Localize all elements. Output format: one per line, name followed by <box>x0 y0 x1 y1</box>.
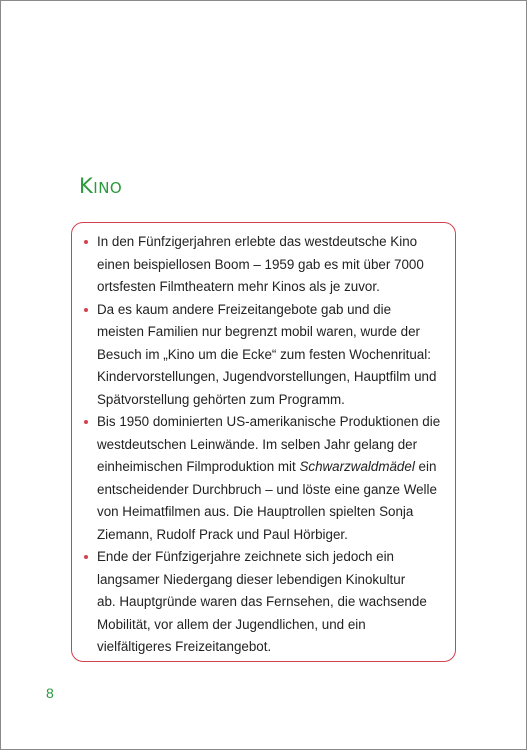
info-box <box>71 222 456 662</box>
bullet-dot-icon <box>84 555 88 559</box>
bullet-item <box>84 411 445 546</box>
text-line: entscheidender Durchbruch – und löste eine ganze Welle <box>97 481 437 497</box>
text-line: ortsfesten Filmtheatern mehr Kinos als je zuvor. <box>97 279 380 294</box>
text-line: Kindervorstellungen, Jugendvorstellungen, Hauptfilm und <box>97 369 437 384</box>
text-line: meisten Familien nur begrenzt mobil waren, wurde der <box>97 324 421 339</box>
text-line-with-title <box>97 456 445 479</box>
text-line: langsamer Niedergang dieser lebendigen Kinokultur <box>97 571 406 587</box>
text-line: Ende der Fünfzigerjahre zeichnete sich jedoch ein <box>97 549 395 564</box>
bullet-item <box>84 546 445 659</box>
text-line: Da es kaum andere Freizeitangebote gab und die <box>97 301 392 317</box>
text-line: westdeutschen Leinwände. Im selben Jahr gelang der <box>97 436 418 452</box>
text-line: ab. Hauptgründe waren das Fernsehen, die wachsende <box>97 594 427 609</box>
bullet-dot-icon <box>84 420 88 424</box>
text-line: Mobilität, vor allem der Jugendlichen, und ein <box>97 616 366 632</box>
bullet-dot-icon <box>84 240 88 244</box>
text-line: Ziemann, Rudolf Prack und Paul Hörbiger. <box>97 526 348 542</box>
text-segment: einheimischen Filmproduktion mit <box>97 459 300 474</box>
bullet-dot-icon <box>84 308 88 312</box>
text-line: Besuch im „Kino um die Ecke“ zum festen Wochenritual: <box>97 346 431 362</box>
text-line: vielfältigeres Freizeitangebot. <box>97 639 272 654</box>
text-line: Spätvorstellung gehörten zum Programm. <box>97 391 345 407</box>
text-segment: ein <box>414 459 437 474</box>
bullet-item <box>84 231 445 299</box>
text-line: In den Fünfzigerjahren erlebte das westdeutsche Kino <box>97 234 418 249</box>
text-line: Bis 1950 dominierten US-amerikanische Produktionen die <box>97 414 441 429</box>
film-title: Schwarzwaldmädel <box>299 459 415 474</box>
page-number: 8 <box>46 685 54 701</box>
bullet-list <box>84 231 445 659</box>
text-line: von Heimatfilmen aus. Die Hauptrollen spielten Sonja <box>97 504 414 519</box>
bullet-item <box>84 299 445 412</box>
text-line: einen beispiellosen Boom – 1959 gab es mit über 7000 <box>97 256 424 272</box>
section-heading: Kino <box>79 174 123 198</box>
